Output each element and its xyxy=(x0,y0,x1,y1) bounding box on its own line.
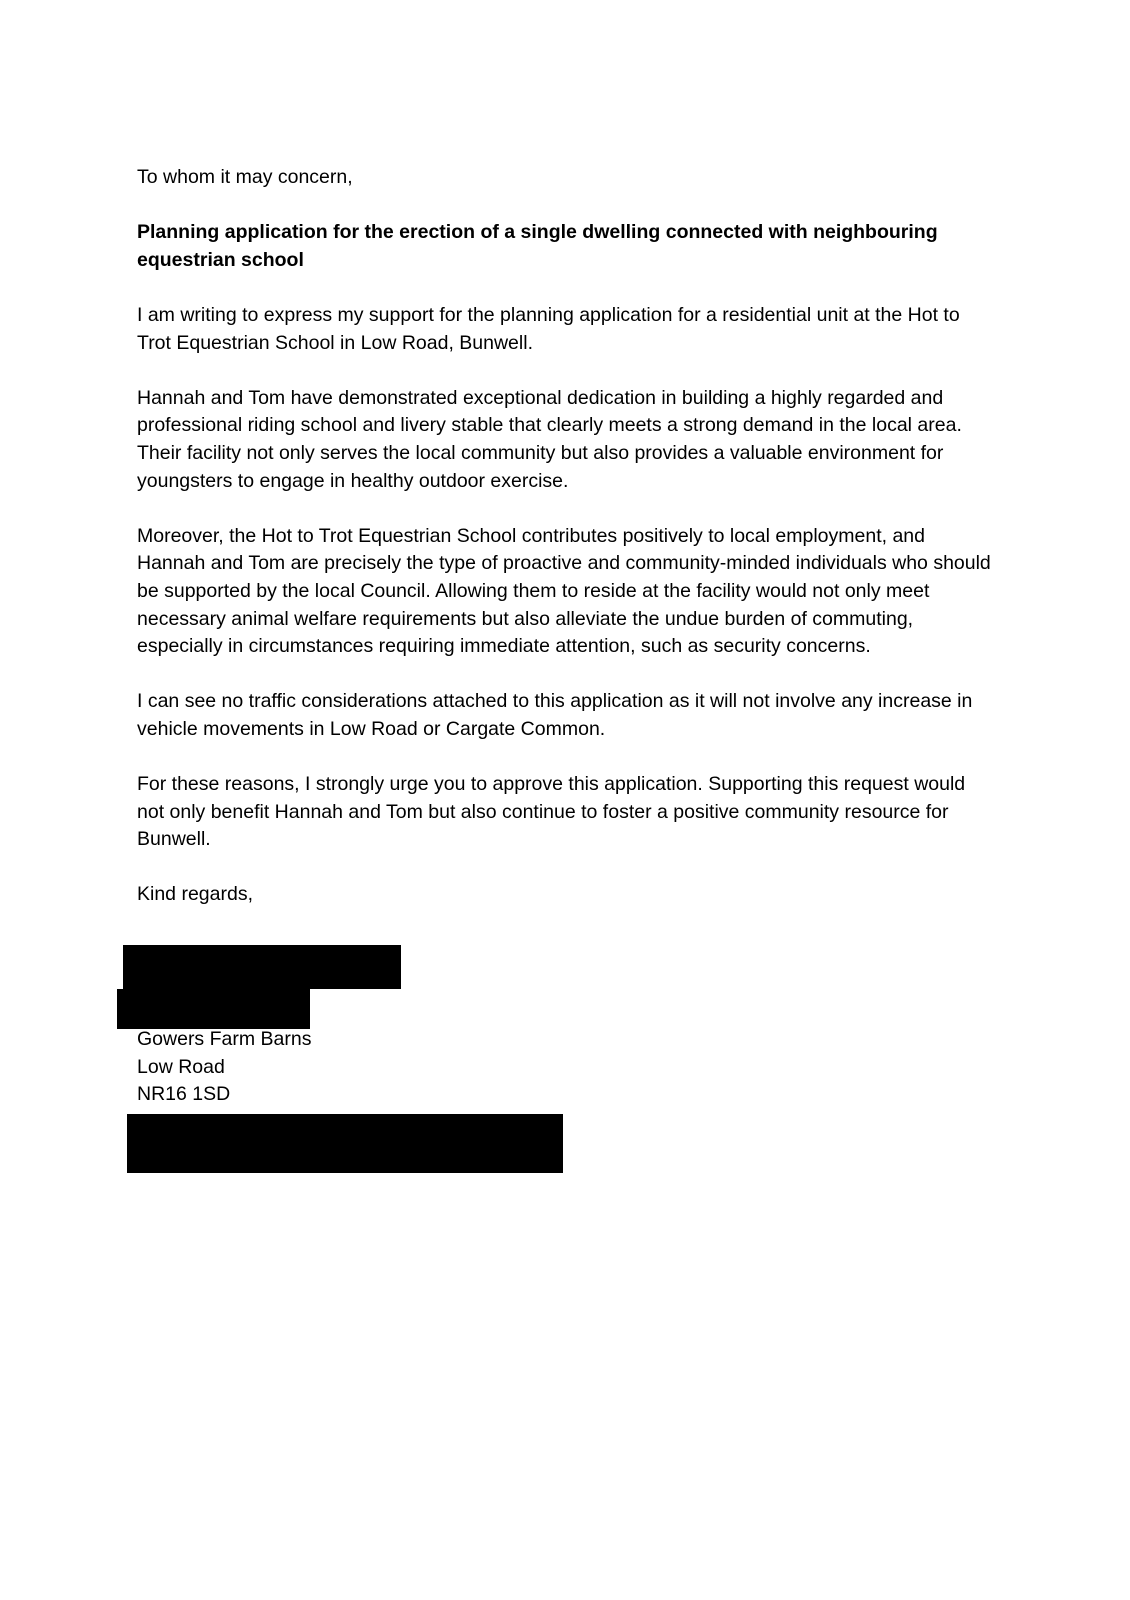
closing: Kind regards, xyxy=(137,883,253,906)
redacted-contact-block xyxy=(127,1114,563,1173)
address-line-1: Gowers Farm Barns xyxy=(137,1028,312,1050)
address-line-2: Low Road xyxy=(137,1055,225,1078)
sender-address xyxy=(137,1026,311,1109)
paragraph-support: I am writing to express my support for the planning application for a residential unit at the Hot to Trot Equestrian School in Low Road, Bunwell. xyxy=(137,303,960,354)
paragraph-employment: Moreover, the Hot to Trot Equestrian School contributes positively to local employment, and Hannah and Tom are precisely the type of proactive and community-minded individuals who should be supported by the local Council. Allowing them to reside at the facility would not only meet necessary animal welfare requirements but also alleviate the undue burden of commuting, especially in circumstances requiring immediate attention, such as security concerns. xyxy=(137,524,991,658)
letter-body xyxy=(137,164,997,937)
paragraph-dedication: Hannah and Tom have demonstrated exceptional dedication in building a highly regarded and professional riding school and livery stable that clearly meets a strong demand in the local area. Their facility not only serves the local community but also provides a valuable environment for youngsters to engage in healthy outdoor exercise. xyxy=(137,386,962,492)
redacted-name-block xyxy=(123,945,401,989)
subject-heading: Planning application for the erection of a single dwelling connected with neighbouring equestrian school xyxy=(137,221,938,271)
redacted-name-block-secondary xyxy=(117,989,310,1029)
salutation: To whom it may concern, xyxy=(137,166,353,188)
paragraph-traffic: I can see no traffic considerations attached to this application as it will not involve any increase in vehicle movements in Low Road or Cargate Common. xyxy=(137,690,973,740)
address-postcode: NR16 1SD xyxy=(137,1083,231,1106)
paragraph-conclusion: For these reasons, I strongly urge you to approve this application. Supporting this request would not only benefit Hannah and Tom but also continue to foster a positive community resource for Bunwell. xyxy=(137,773,966,851)
